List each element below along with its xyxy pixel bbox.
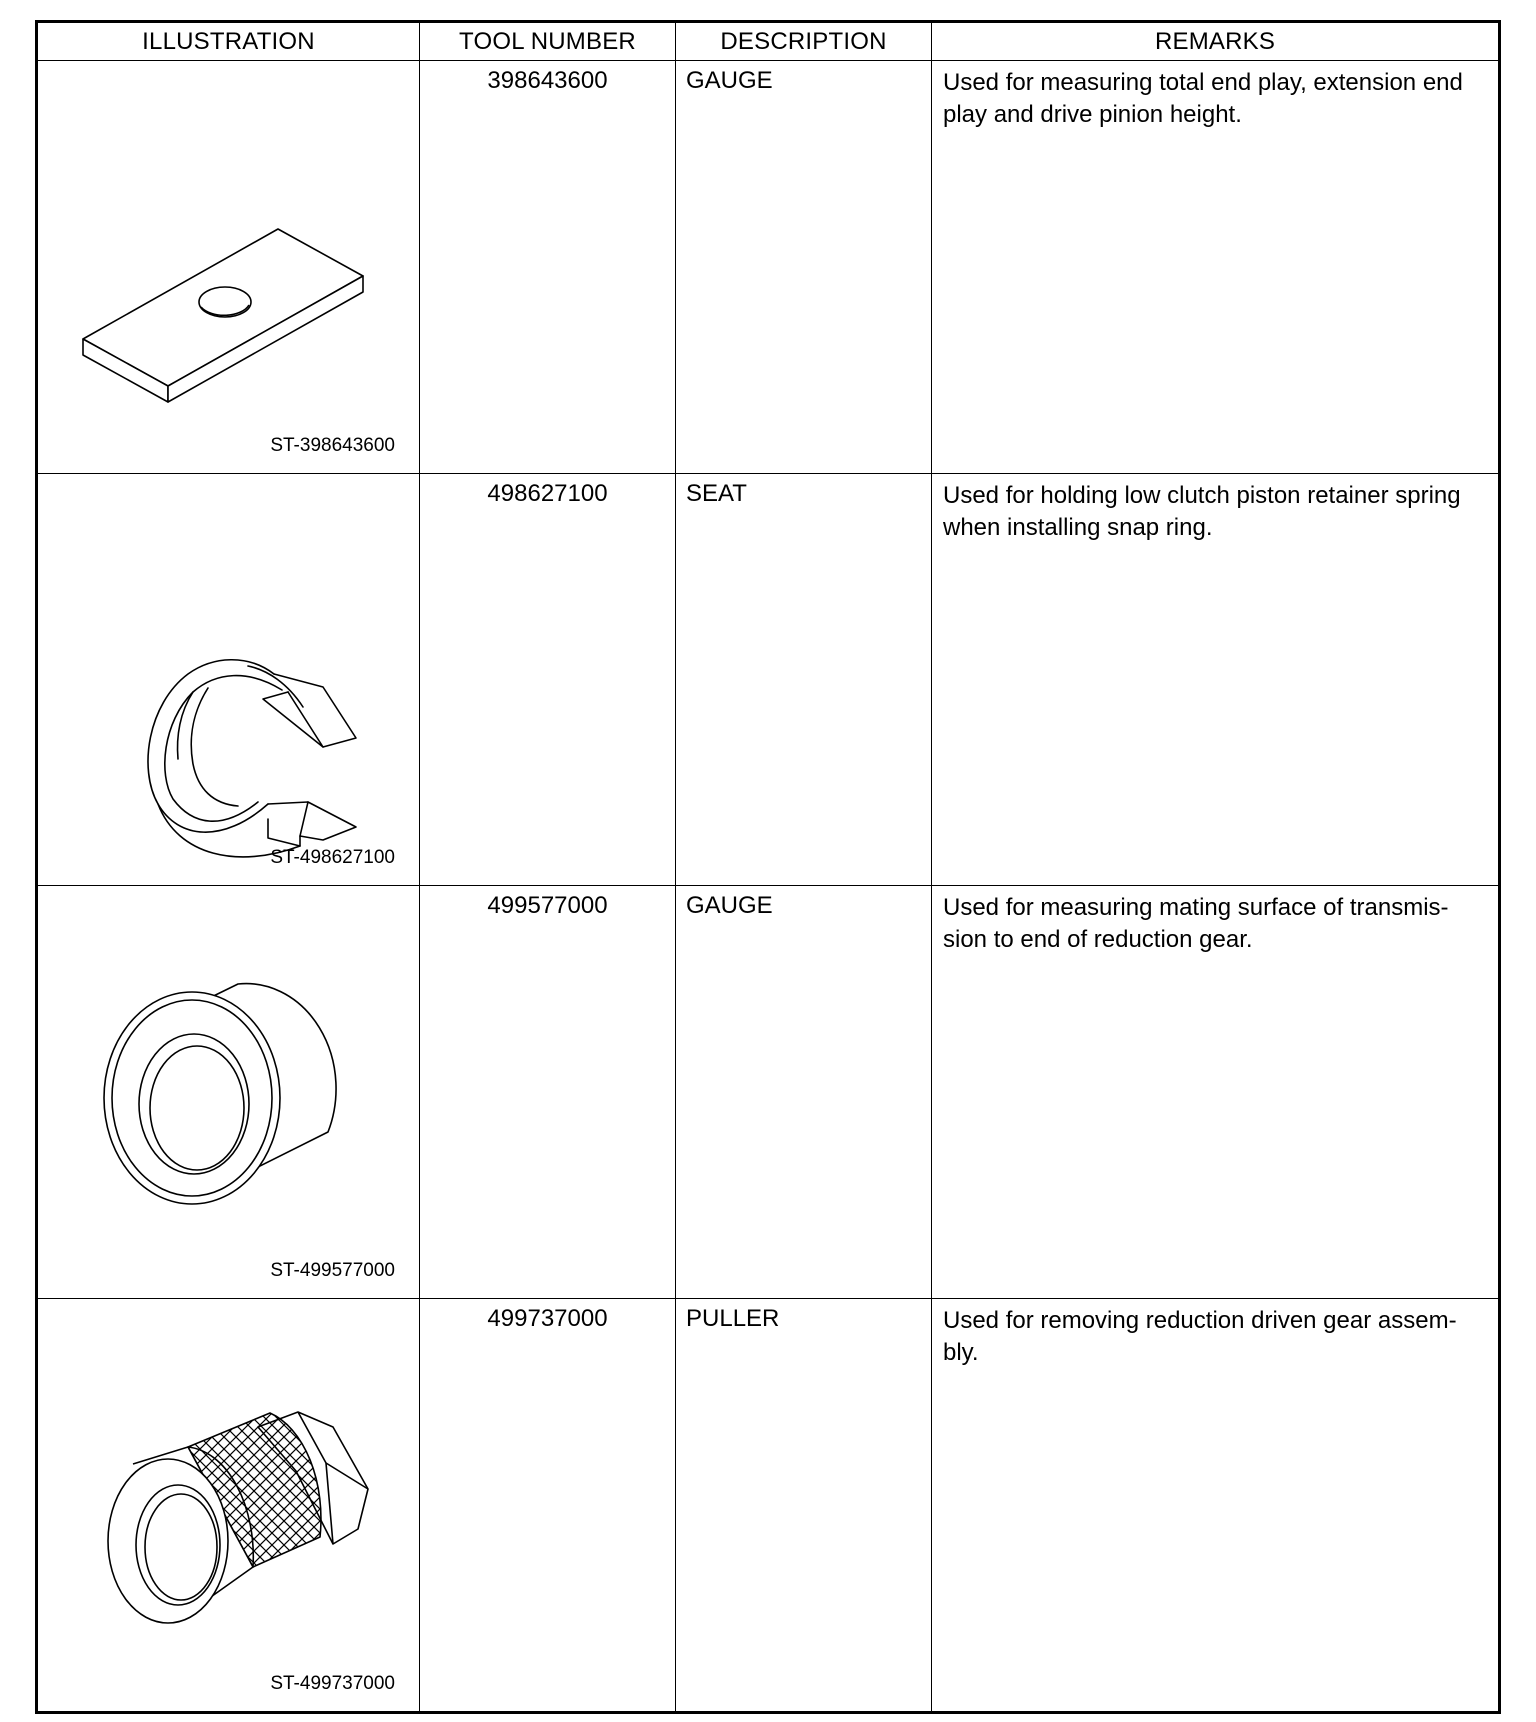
- illustration-cell: [38, 886, 420, 1299]
- illustration-label: ST-499737000: [270, 1673, 395, 1694]
- remarks-cell: Used for measuring mating surface of transmis-sion to end of reduction gear.: [932, 886, 1498, 1299]
- illustration-label: ST-398643600: [270, 434, 395, 456]
- seat-ring-icon: [38, 474, 420, 885]
- tool-number-cell: 398643600: [420, 61, 676, 474]
- header-illustration: ILLUSTRATION: [38, 23, 420, 61]
- tool-number-cell: 499577000: [420, 886, 676, 1299]
- illustration-cell: [38, 61, 420, 474]
- illustration-cell: [38, 474, 420, 887]
- remarks-cell: Used for removing reduction driven gear assem-bly.: [943, 1306, 1457, 1366]
- description-cell: SEAT: [676, 474, 932, 887]
- remarks-cell: Used for measuring total end play, extension end play and drive pinion height.: [932, 61, 1498, 474]
- header-remarks: REMARKS: [932, 23, 1498, 61]
- illustration-label: ST-499577000: [270, 1259, 395, 1281]
- tool-number-cell: 498627100: [420, 474, 676, 887]
- description-cell: GAUGE: [676, 886, 932, 1299]
- header-description: DESCRIPTION: [676, 23, 932, 61]
- illustration-label: ST-498627100: [270, 847, 395, 868]
- special-tools-table: [35, 20, 1501, 1714]
- gauge-cylinder-icon: [38, 886, 420, 1297]
- puller-knurled-icon: [38, 1299, 420, 1710]
- description-cell: GAUGE: [676, 61, 932, 474]
- remarks-cell: Used for holding low clutch piston retainer spring when installing snap ring.: [932, 474, 1498, 887]
- header-tool-number: TOOL NUMBER: [420, 23, 676, 61]
- illustration-cell: [38, 1299, 420, 1712]
- description-cell: PULLER: [676, 1299, 932, 1712]
- gauge-plate-icon: [38, 61, 420, 472]
- tool-number-cell: 499737000: [420, 1299, 676, 1712]
